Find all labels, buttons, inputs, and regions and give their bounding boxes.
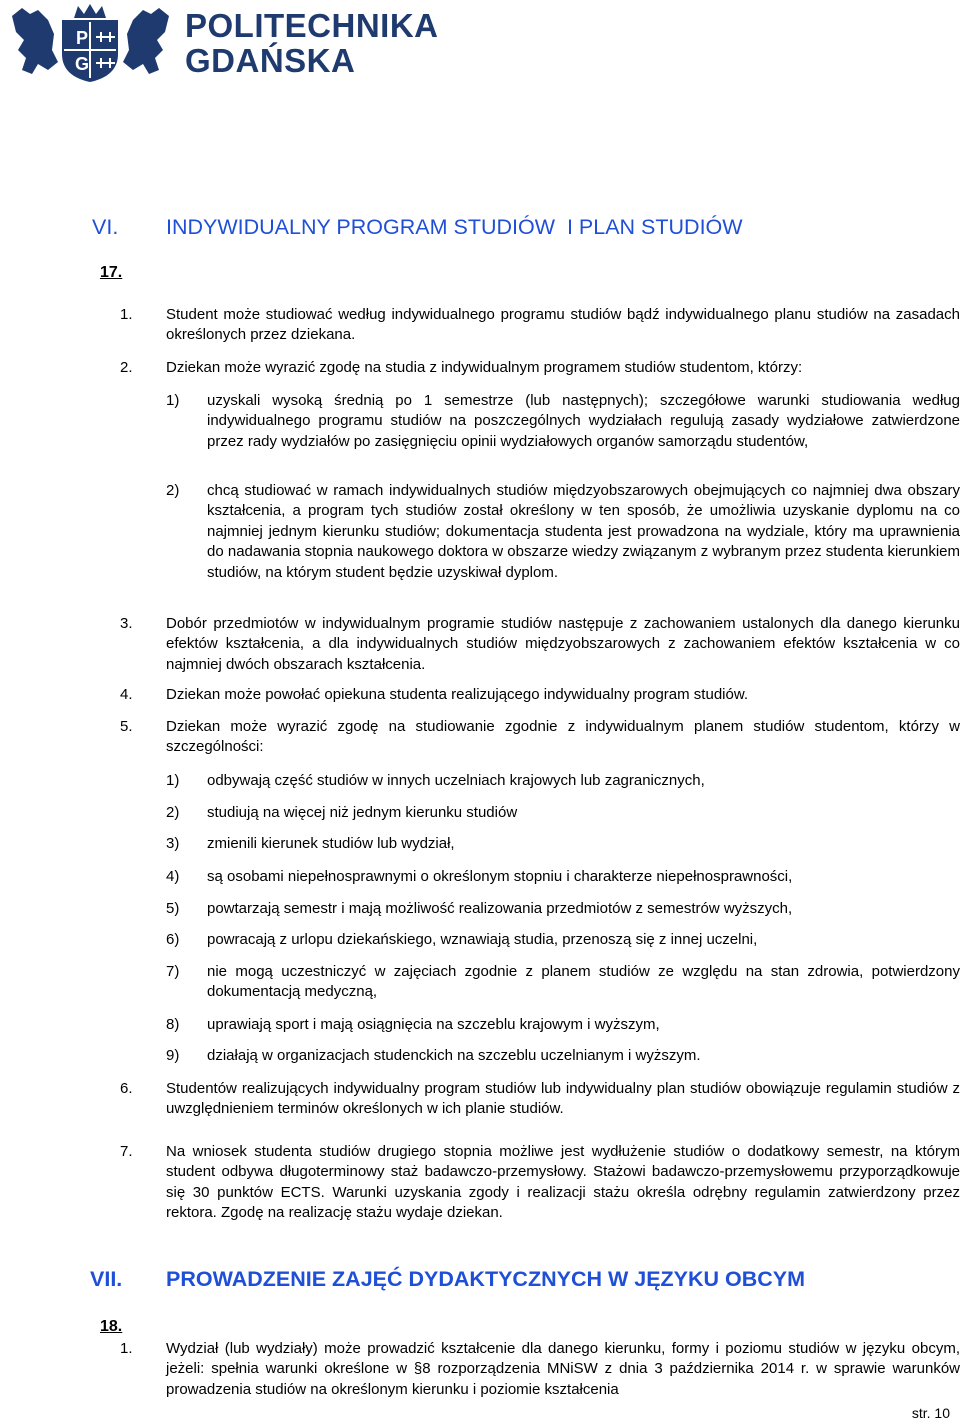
item-5-sub-3-number: 3) [166,835,180,852]
item-5-sub-6-number: 6) [166,931,180,948]
item-1-text: Student może studiować według indywidualnego programu studiów bądź indywidualnego planu studiów na zasadach określonych przez dziekana. [166,306,960,344]
item-4-number: 4. [120,686,133,703]
item-18-1-text: Wydział (lub wydziały) może prowadzić kształcenie dla danego kierunku, formy i poziomu studiów w języku obcym, jeżeli: spełnia warunki określone w §8 rozporządzenia MNiSW z dnia 3 października 2014 r. w sprawie warunków prowadzenia studiów na określonym kierunku i poziomie kształcenia [166,1340,960,1398]
logo-line-1: POLITECHNIKA [185,7,439,44]
item-2-number: 2. [120,359,133,376]
item-1-number: 1. [120,306,133,323]
university-logo [8,4,439,84]
badge-letter-p: P [76,28,89,48]
badge-letter-g: G [75,54,90,74]
section-7-numeral: VII. [90,1267,123,1291]
item-5-sub-7-text: nie mogą uczestniczyć w zajęciach zgodnie z planem studiów ze względu na stan zdrowia, potwierdzony dokumentacją medyczną, [207,963,960,1001]
item-5-sub-4-number: 4) [166,868,180,885]
paragraph-17: 17. [100,264,123,281]
item-5-sub-5-number: 5) [166,900,180,917]
item-2-sub-2-text: chcą studiować w ramach indywidualnych studiów międzyobszarowych obejmujących co najmniej dwa obszary kształcenia, a program tych studiów został określony w ten sposób, że umożliwia uzyskanie dyplomu na co najmniej jednym kierunku studiów; dokumentacja studenta jest prowadzona na wydziale, który ma uprawnienia do nadawania stopnia naukowego doktora w obszarze wiedzy związanym z wybranym przez studenta kierunkiem studiów, na którym student będzie uzyskiwał dyplom. [207,482,960,581]
section-6-numeral: VI. [92,215,119,239]
item-5-text: Dziekan może wyrazić zgodę na studiowanie zgodnie z indywidualnym planem studiów studentom, którzy w szczególności: [166,718,960,756]
item-5-sub-3-text: zmienili kierunek studiów lub wydział, [207,835,455,852]
item-5-sub-5-text: powtarzają semestr i mają możliwość realizowania przedmiotów z semestrów wyższych, [207,900,793,917]
item-18-1-number: 1. [120,1340,133,1357]
logo-wordmark [185,8,439,78]
item-4-text: Dziekan może powołać opiekuna studenta realizującego indywidualny program studiów. [166,686,749,703]
item-5-sub-2-number: 2) [166,804,180,821]
item-2-sub-2-number: 2) [166,482,180,499]
item-5-sub-1-number: 1) [166,772,180,789]
logo-line-2: GDAŃSKA [185,42,356,79]
item-5-number: 5. [120,718,133,735]
item-5-sub-8-text: uprawiają sport i mają osiągnięcia na szczeblu krajowym i wyższym, [207,1016,660,1033]
item-6-text: Studentów realizujących indywidualny program studiów lub indywidualny plan studiów obowiązuje regulamin studiów z uwzględnieniem terminów określonych w ich planie studiów. [166,1080,960,1118]
item-3-text: Dobór przedmiotów w indywidualnym programie studiów następuje z zachowaniem ustalonych dla danego kierunku efektów kształcenia, a dla indywidualnych studiów międzyobszarowych z zachowaniem efektów kształcenia w co najmniej dwóch obszarach kształcenia. [166,615,960,673]
item-5-sub-2-text: studiują na więcej niż jednym kierunku studiów [207,804,518,821]
paragraph-18: 18. [100,1318,123,1335]
item-7-text: Na wniosek studenta studiów drugiego stopnia możliwe jest wydłużenie studiów o dodatkowy semestr, na którym student odbywa długoterminowy staż badawczo-przemysłowy. Stażowi badawczo-przemysłowemu przyporządkowuje się 30 punktów ECTS. Warunki uzyskania zgody i realizacji stażu określa odrębny regulamin zatwierdzony przez rektora. Zgodę na realizację stażu wydaje dziekan. [166,1143,960,1222]
item-2-sub-1-text: uzyskali wysoką średnią po 1 semestrze (lub następnych); szczegółowe warunki studiowania według indywidualnego programu studiów na poszczególnych wydziałach regulują zasady wydziałowe zatwierdzone przez rady wydziałów po zasięgnięciu opinii wydziałowych organów samorządu studentów, [207,392,960,450]
page-number: str. 10 [911,1405,950,1421]
item-5-sub-7-number: 7) [166,963,180,980]
item-3-number: 3. [120,615,133,632]
item-5-sub-4-text: są osobami niepełnosprawnymi o określonym stopniu i charakterze niepełnosprawności, [207,868,793,885]
item-5-sub-6-text: powracają z urlopu dziekańskiego, wznawiają studia, przenoszą się z innej uczelni, [207,931,758,948]
coat-of-arms-icon [8,4,173,82]
item-5-sub-8-number: 8) [166,1016,180,1033]
item-6-number: 6. [120,1080,133,1097]
section-7-title: PROWADZENIE ZAJĘĆ DYDAKTYCZNYCH W JĘZYKU OBCYM [166,1267,806,1291]
item-2-sub-1-number: 1) [166,392,180,409]
item-5-sub-1-text: odbywają część studiów w innych uczelniach krajowych lub zagranicznych, [207,772,705,789]
item-7-number: 7. [120,1143,133,1160]
item-5-sub-9-number: 9) [166,1047,180,1064]
item-5-sub-9-text: działają w organizacjach studenckich na szczeblu uczelnianym i wyższym. [207,1047,701,1064]
item-2-text: Dziekan może wyrazić zgodę na studia z indywidualnym programem studiów studentom, którzy: [166,359,803,376]
section-6-title: INDYWIDUALNY PROGRAM STUDIÓW I PLAN STUDIÓW [166,215,743,239]
